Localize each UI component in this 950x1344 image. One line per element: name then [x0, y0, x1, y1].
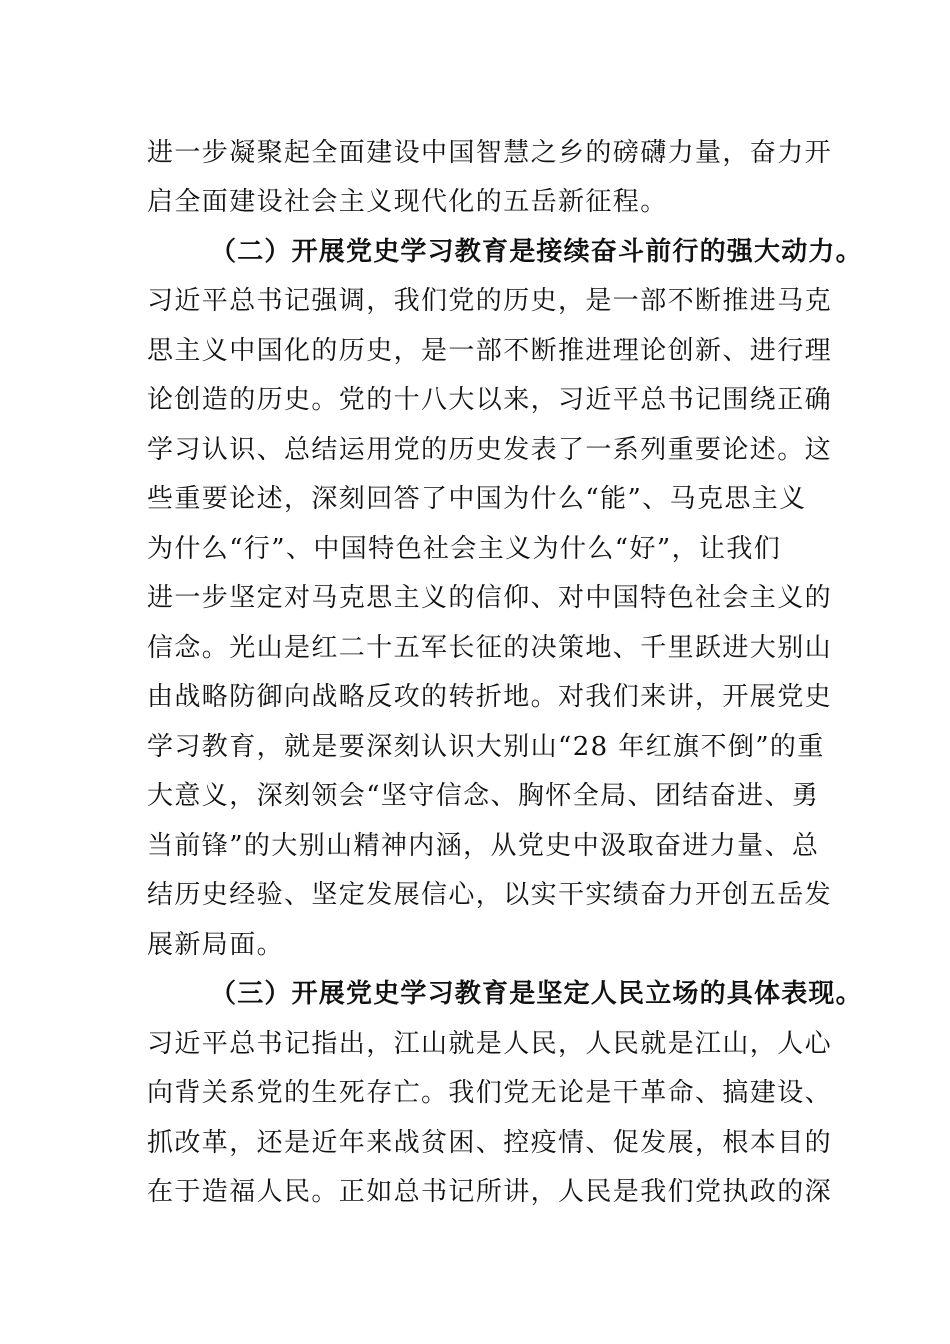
body-text-line: 为什么“行”、中国特色社会主义为什么“好”，让我们 [147, 534, 782, 564]
body-text-line: 当前锋”的大别山精神内涵，从党史中汲取奋进力量、总 [147, 831, 820, 861]
body-text-line: 习近平总书记强调，我们党的历史，是一部不断推进马克 [147, 286, 833, 316]
body-text-line: 展新局面。 [147, 930, 285, 960]
body-text-line: 论创造的历史。党的十八大以来，习近平总书记围绕正确 [147, 385, 833, 415]
section-heading-3: （三）开展党史学习教育是坚定人民立场的具体表现。 [210, 979, 863, 1009]
body-text-line: 启全面建设社会主义现代化的五岳新征程。 [147, 187, 668, 217]
body-text-line: 大意义，深刻领会“坚守信念、胸怀全局、团结奋进、勇 [147, 781, 820, 811]
body-text-line: 进一步坚定对马克思主义的信仰、对中国特色社会主义的 [147, 583, 833, 613]
section-heading-2: （二）开展党史学习教育是接续奋斗前行的强大动力。 [210, 237, 863, 267]
body-text-line: 思主义中国化的历史，是一部不断推进理论创新、进行理 [147, 336, 833, 366]
body-text-line: 由战略防御向战略反攻的转折地。对我们来讲，开展党史 [147, 682, 833, 712]
body-text-line: 些重要论述，深刻回答了中国为什么“能”、马克思主义 [147, 484, 807, 514]
body-text-line: 抓改革，还是近年来战贫困、控疫情、促发展，根本目的 [147, 1128, 833, 1158]
body-text-line: 进一步凝聚起全面建设中国智慧之乡的磅礴力量，奋力开 [147, 138, 833, 168]
body-text-line: 结历史经验、坚定发展信心，以实干实绩奋力开创五岳发 [147, 880, 833, 910]
body-text-line: 学习教育，就是要深刻认识大别山“28 年红旗不倒”的重 [147, 732, 825, 762]
body-text-line: 学习认识、总结运用党的历史发表了一系列重要论述。这 [147, 435, 833, 465]
body-text-line: 在于造福人民。正如总书记所讲，人民是我们党执政的深 [147, 1177, 833, 1207]
body-text-line: 向背关系党的生死存亡。我们党无论是干革命、搞建设、 [147, 1078, 833, 1108]
body-text-line: 习近平总书记指出，江山就是人民，人民就是江山，人心 [147, 1029, 833, 1059]
body-text-line: 信念。光山是红二十五军长征的决策地、千里跃进大别山 [147, 633, 833, 663]
